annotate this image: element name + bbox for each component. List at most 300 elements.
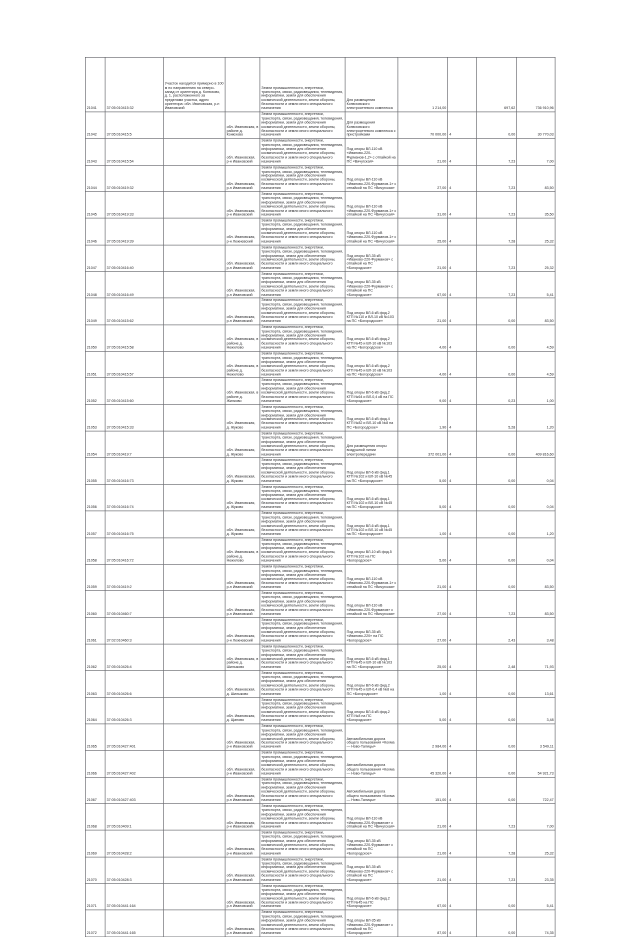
table-row <box>85 750 555 777</box>
cell-address: обл. Ивановская, д. Жуково <box>225 484 260 511</box>
cell-value-1: 0,00 <box>477 883 517 910</box>
cell-location-note <box>163 617 225 644</box>
cell-cadastral-number: 37:05:010441:165 <box>105 910 163 937</box>
cell-land-category: Земли промышленности, энергетики, транспорта, связи, радиовещания, телевидения, информатики, земли для обеспечения космической деятельности, земли обороны, безопасности и земли иного специального назначения <box>260 777 345 804</box>
cell-value-2: 54 921,73 <box>517 750 555 777</box>
table-row <box>85 378 555 405</box>
cell-unit-flag: 4 <box>448 910 477 937</box>
cell-address: обл. Ивановская, в районе д. Нежилово <box>225 325 260 352</box>
cell-address: обл. Ивановская, д. Шилыково <box>225 671 260 698</box>
table-row <box>85 591 555 618</box>
cell-location-note <box>163 165 225 192</box>
cell-area: 151,00 <box>398 777 448 804</box>
cell-unit-flag: 4 <box>448 245 477 272</box>
cell-land-category: Земли промышленности, энергетики, транспорта, связи, радиовещания, телевидения, информатики, земли для обеспечения космической деятельности, земли обороны, безопасности и земли иного специального назначения <box>260 298 345 325</box>
cell-land-category: Земли промышленности, энергетики, транспорта, связи, радиовещания, телевидения, информатики, земли для обеспечения космической деятельности, земли обороны, безопасности и земли иного специального назначения <box>260 804 345 831</box>
cell-row-id: 21054 <box>85 431 105 458</box>
cell-area: 4,00 <box>398 351 448 378</box>
cell-location-note <box>163 857 225 884</box>
cell-land-category: Земли промышленности, энергетики, транспорта, связи, радиовещания, телевидения, информатики, земли для обеспечения космической деятельности, земли обороны, безопасности и земли иного специального назначения <box>260 830 345 857</box>
cell-location-note <box>163 830 225 857</box>
cell-location-note <box>163 750 225 777</box>
cell-value-1: 7,23 <box>477 245 517 272</box>
cell-location-note <box>163 405 225 432</box>
cell-row-id: 21057 <box>85 511 105 538</box>
table-row <box>85 57 555 112</box>
cell-value-1: 2,43 <box>477 617 517 644</box>
cell-area: 21,00 <box>398 298 448 325</box>
cell-row-id: 21059 <box>85 564 105 591</box>
cell-address: обл. Ивановская, д. Жуково <box>225 431 260 458</box>
cell-value-2: 23,35 <box>517 857 555 884</box>
cell-address: обл. Ивановская, р-н Ивановский <box>225 564 260 591</box>
cell-cadastral-number: 37:05:010416:75 <box>105 511 163 538</box>
cell-land-category: Земли промышленности, энергетики, транспорта, связи, радиовещания, телевидения, информатики, земли для обеспечения космической деятельности, земли обороны, безопасности и земли иного специального назначения <box>260 857 345 884</box>
cell-land-category: Земли промышленности, энергетики, транспорта, связи, радиовещания, телевидения, информатики, земли для обеспечения космической деятельности, земли обороны, безопасности и земли иного специального назначения <box>260 192 345 219</box>
land-parcels-table <box>85 57 555 937</box>
cell-unit-flag: 4 <box>448 298 477 325</box>
cell-unit-flag: 4 <box>448 617 477 644</box>
cell-permitted-use: Под опоры ВЛ-110 кВ «Иваново-220-Фурманов» с отпайкой на ПС «Вичугская» <box>345 804 398 831</box>
table-row <box>85 830 555 857</box>
cell-value-2: 4,59 <box>517 351 555 378</box>
cell-value-1: 0,00 <box>477 511 517 538</box>
cell-unit-flag: 4 <box>448 883 477 910</box>
cell-value-2: 0,04 <box>517 458 555 485</box>
cell-value-2: 409 816,60 <box>517 431 555 458</box>
table-row <box>85 351 555 378</box>
cell-unit-flag: 4 <box>448 804 477 831</box>
cell-cadastral-number: 37:05:010419:7 <box>105 431 163 458</box>
cell-unit-flag: 4 <box>448 165 477 192</box>
cell-unit-flag: 4 <box>448 750 477 777</box>
table-row <box>85 617 555 644</box>
cell-cadastral-number: 37:05:010416:49 <box>105 272 163 299</box>
cell-row-id: 21072 <box>85 910 105 937</box>
cell-value-2: 3,48 <box>517 697 555 724</box>
cell-permitted-use: Под опоры ВЛ-110 кВ «Иваново-220-Фурманов-1» с отпайкой на ПС «Вичугская» <box>345 218 398 245</box>
cell-permitted-use: Под опоры ВЛ-110 кВ «Иваново-220-Фурманов-1» с отпайкой на ПС «Вичугская» <box>345 564 398 591</box>
cell-area: 372 001,00 <box>398 431 448 458</box>
cell-value-2: 3,48 <box>517 617 555 644</box>
cell-address: обл. Ивановская, р-н Лежневский <box>225 617 260 644</box>
cell-area: 25,00 <box>398 644 448 671</box>
cell-area: 5,00 <box>398 484 448 511</box>
cell-value-2: 0,04 <box>517 538 555 565</box>
cell-unit-flag: 4 <box>448 272 477 299</box>
cell-address: обл. Ивановская, в районе д. Нежилово <box>225 538 260 565</box>
cell-land-category: Земли промышленности, энергетики, транспорта, связи, радиовещания, телевидения, информатики, земли для обеспечения космической деятельности, земли обороны, безопасности и земли иного специального назначения <box>260 883 345 910</box>
cell-location-note <box>163 883 225 910</box>
cell-land-category: Земли промышленности, энергетики, транспорта, связи, радиовещания, телевидения, информатики, земли для обеспечения космической деятельности, земли обороны, безопасности и земли иного специального назначения <box>260 325 345 352</box>
cell-area: 21,00 <box>398 139 448 166</box>
cell-cadastral-number: 37:05:010419:39 <box>105 218 163 245</box>
cell-row-id: 21047 <box>85 245 105 272</box>
table-row <box>85 139 555 166</box>
cell-location-note <box>163 724 225 751</box>
cell-location-note <box>163 112 225 139</box>
cell-address: обл. Ивановская, р-н Ивановский <box>225 830 260 857</box>
cell-permitted-use: Под опоры ВЛ-6 кВ фид.2 КТП №45 на ПС «Богородское» <box>345 883 398 910</box>
cell-value-1: 0,00 <box>477 697 517 724</box>
cell-cadastral-number: 37:05:010419:33 <box>105 192 163 219</box>
cell-area: 5,00 <box>398 697 448 724</box>
cell-permitted-use: Под опоры ВЛ-35 кВ «Иваново-220-Фурманов» с отпайкой на ПС «Богородское» <box>345 857 398 884</box>
cell-value-2: 83,50 <box>517 564 555 591</box>
table-row <box>85 325 555 352</box>
cell-unit-flag: 4 <box>448 511 477 538</box>
cell-land-category: Земли промышленности, энергетики, транспорта, связи, радиовещания, телевидения, информатики, земли для обеспечения космической деятельности, земли обороны, безопасности и земли иного специального назначения <box>260 511 345 538</box>
table-row <box>85 697 555 724</box>
table-row <box>85 458 555 485</box>
cell-cadastral-number: 37:05:010441:164 <box>105 883 163 910</box>
cell-value-1: 0,00 <box>477 724 517 751</box>
cell-permitted-use: Под опоры ВЛ-110 кВ «Иваново-220-Фурманов-1» с отпайкой на ПС «Вичугская» <box>345 165 398 192</box>
cell-area: 27,00 <box>398 165 448 192</box>
cell-permitted-use: Автомобильная дорога общего пользования «Кохма — Ново-Талицы» <box>345 777 398 804</box>
cell-land-category: Земли промышленности, энергетики, транспорта, связи, радиовещания, телевидения, информатики, земли для обеспечения космической деятельности, земли обороны, безопасности и земли иного специального назначения <box>260 671 345 698</box>
cell-unit-flag <box>448 57 477 112</box>
table-row <box>85 431 555 458</box>
cell-row-id: 21050 <box>85 325 105 352</box>
cell-address: обл. Ивановская, в районе д. Жилково <box>225 378 260 405</box>
cell-cadastral-number: 37:05:010416:74 <box>105 484 163 511</box>
table-row <box>85 644 555 671</box>
cell-value-1: 0,00 <box>477 458 517 485</box>
cell-value-2: 7,00 <box>517 804 555 831</box>
cell-unit-flag: 4 <box>448 724 477 751</box>
cell-value-2: 35,50 <box>517 192 555 219</box>
cell-area: 1,00 <box>398 671 448 698</box>
cell-unit-flag: 4 <box>448 484 477 511</box>
cell-permitted-use: Под опоры ВЛ-6 кВ фид.2 КТП №8 на ПС «Богородское» <box>345 697 398 724</box>
cell-land-category: Земли промышленности, энергетики, транспорта, связи, радиовещания, телевидения, информатики, земли для обеспечения космической деятельности, земли обороны, безопасности и земли иного специального назначения <box>260 139 345 166</box>
cell-unit-flag: 4 <box>448 591 477 618</box>
cell-cadastral-number: 37:05:010415:60 <box>105 378 163 405</box>
cell-unit-flag: 4 <box>448 192 477 219</box>
cell-land-category: Земли промышленности, энергетики, транспорта, связи, радиовещания, телевидения, информатики, земли для обеспечения космической деятельности, земли обороны, безопасности и земли иного специального назначения <box>260 617 345 644</box>
cell-row-id: 21045 <box>85 192 105 219</box>
cell-row-id: 21061 <box>85 617 105 644</box>
cell-area: 45 320,00 <box>398 750 448 777</box>
cell-value-1: 7,23 <box>477 857 517 884</box>
cell-cadastral-number: 37:05:010428:3 <box>105 857 163 884</box>
cell-value-1: 0,00 <box>477 564 517 591</box>
cell-permitted-use: Автомобильная дорога общего пользования «Кохма — Ново-Талицы» <box>345 724 398 751</box>
cell-address: обл. Ивановская, д. Жуково <box>225 405 260 432</box>
cell-permitted-use: Под опоры ВЛ-35 кВ «Иваново-220-Фурманов» с отпайкой на ПС «Богородское» <box>345 910 398 937</box>
cell-row-id: 21063 <box>85 671 105 698</box>
cell-unit-flag: 4 <box>448 777 477 804</box>
cell-value-1: 7,23 <box>477 591 517 618</box>
land-parcels-table-wrap <box>85 57 555 936</box>
table-row <box>85 192 555 219</box>
cell-area: 1,90 <box>398 405 448 432</box>
cell-address: обл. Ивановская, р-н Ивановский <box>225 192 260 219</box>
cell-value-1: 0,00 <box>477 112 517 139</box>
cell-permitted-use: Под опоры ВЛ-110 кВ «Иваново-220-Фурманов-1,2» с отпайкой на ПС «Вичугская» <box>345 139 398 166</box>
cell-location-note <box>163 538 225 565</box>
cell-row-id: 21071 <box>85 883 105 910</box>
cell-address: обл. Ивановская, в районе д. Конюхово <box>225 112 260 139</box>
cell-location-note <box>163 804 225 831</box>
cell-address <box>225 57 260 112</box>
cell-unit-flag: 4 <box>448 325 477 352</box>
cell-area: 2 984,00 <box>398 724 448 751</box>
cell-row-id: 21043 <box>85 139 105 166</box>
table-row <box>85 724 555 751</box>
cell-value-2: 13,61 <box>517 671 555 698</box>
cell-location-note <box>163 298 225 325</box>
cell-cadastral-number: 37:05:010427:403 <box>105 777 163 804</box>
cell-unit-flag: 4 <box>448 431 477 458</box>
cell-address: обл. Ивановская, р-н Ивановский <box>225 272 260 299</box>
cell-location-note <box>163 671 225 698</box>
cell-land-category: Земли промышленности, энергетики, транспорта, связи, радиовещания, телевидения, информатики, земли для обеспечения космической деятельности, земли обороны, безопасности и земли иного специального назначения <box>260 538 345 565</box>
cell-address: обл. Ивановская, р-н Ивановский <box>225 777 260 804</box>
cell-row-id: 21066 <box>85 750 105 777</box>
cell-address: обл. Ивановская, д. Щапово <box>225 697 260 724</box>
cell-area: 9,00 <box>398 378 448 405</box>
cell-row-id: 21044 <box>85 165 105 192</box>
cell-row-id: 21060 <box>85 591 105 618</box>
cell-permitted-use: Под опоры ВЛ-6 кВ фид.4 КТП №82 и ВЛ-10 кВ №8 на ПС «Богородское» <box>345 405 398 432</box>
cell-permitted-use: Под опоры ВЛ-6 кВ фид.2 КТП №45 и ВЛ-10 кВ №103 на ПС «Богородское» <box>345 351 398 378</box>
cell-location-note <box>163 272 225 299</box>
cell-permitted-use: Под опоры ВЛ-35 кВ «Иваново-220-Фурманов» с отпайкой на ПС «Богородское» <box>345 245 398 272</box>
cell-address: обл. Ивановская, р-н Ивановский <box>225 724 260 751</box>
cell-land-category: Земли промышленности, энергетики, транспорта, связи, радиовещания, телевидения, информатики, земли для обеспечения космической деятельности, земли обороны, безопасности и земли иного специального назначения <box>260 644 345 671</box>
cell-value-1: 0,00 <box>477 431 517 458</box>
cell-row-id: 21042 <box>85 112 105 139</box>
cell-address: обл. Ивановская, р-н Ивановский <box>225 591 260 618</box>
cell-value-1: 7,23 <box>477 272 517 299</box>
cell-permitted-use: Под опоры ВЛ-6 кВ фид.1 КТП №102 и ВЛ-10 кВ №45 на ПС «Богородское» <box>345 458 398 485</box>
cell-permitted-use: Под опоры ВЛ-6 кВ фид.1 КТП №102 и ВЛ-10 кВ №45 на ПС «Богородское» <box>345 484 398 511</box>
cell-value-2: 83,50 <box>517 591 555 618</box>
table-row <box>85 298 555 325</box>
cell-location-note <box>163 644 225 671</box>
cell-value-2: 722,47 <box>517 777 555 804</box>
cell-value-1: 0,00 <box>477 538 517 565</box>
cell-location-note <box>163 910 225 937</box>
cell-cadastral-number: 37:05:010426:6 <box>105 671 163 698</box>
cell-cadastral-number: 37:02:010460:3 <box>105 617 163 644</box>
cell-location-note <box>163 458 225 485</box>
cell-value-2: 25,32 <box>517 245 555 272</box>
cell-permitted-use: Под опоры ВЛ-6 кВ фид.2 КТП №64 и ВЛ-0,4 кВ на ПС «Богородское» <box>345 378 398 405</box>
cell-row-id: 21055 <box>85 458 105 485</box>
cell-value-1: 5,28 <box>477 405 517 432</box>
cell-cadastral-number: 37:05:010415:62 <box>105 298 163 325</box>
cell-land-category: Земли промышленности, энергетики, транспорта, связи, радиовещания, телевидения, информатики, земли для обеспечения космической деятельности, земли обороны, безопасности и земли иного специального назначения <box>260 697 345 724</box>
cell-address: обл. Ивановская, р-н Ивановский <box>225 883 260 910</box>
cell-address: обл. Ивановская, р-н Лежневский <box>225 218 260 245</box>
cell-permitted-use: Под опоры ВЛ-35 кВ «Иваново-220-Фурманов» с отпайкой на ПС «Богородское» <box>345 830 398 857</box>
cell-value-1: 0,00 <box>477 351 517 378</box>
cell-row-id: 21062 <box>85 644 105 671</box>
cell-area: 1,00 <box>398 511 448 538</box>
cell-address: обл. Ивановская, р-н Ивановский <box>225 857 260 884</box>
cell-unit-flag: 4 <box>448 857 477 884</box>
cell-cadastral-number: 37:05:010426:3 <box>105 697 163 724</box>
cell-area: 27,00 <box>398 617 448 644</box>
cell-cadastral-number: 37:05:010416:40 <box>105 245 163 272</box>
cell-unit-flag: 4 <box>448 378 477 405</box>
cell-value-2: 1,20 <box>517 511 555 538</box>
cell-cadastral-number: 37:05:010409:1 <box>105 804 163 831</box>
cell-cadastral-number: 37:05:010419:32 <box>105 165 163 192</box>
cell-value-2: 74,35 <box>517 910 555 937</box>
cell-permitted-use: Под опоры ВЛ-6 кВ фид.2 КТП №110 и ВЛ-10 кВ №103 на ПС «Богородское» <box>345 298 398 325</box>
cell-unit-flag: 4 <box>448 405 477 432</box>
cell-land-category: Земли промышленности, энергетики, транспорта, связи, радиовещания, телевидения, информатики, земли для обеспечения космической деятельности, земли обороны, безопасности и земли иного специального назначения <box>260 591 345 618</box>
cell-land-category: Земли промышленности, энергетики, транспорта, связи, радиовещания, телевидения, информатики, земли для обеспечения космической деятельности, земли обороны, безопасности и земли иного специального назначения <box>260 484 345 511</box>
cell-cadastral-number: 37:05:010427:401 <box>105 724 163 751</box>
cell-row-id: 21041 <box>85 57 105 112</box>
cell-cadastral-number: 37:05:010460:7 <box>105 591 163 618</box>
cell-value-1: 0,00 <box>477 671 517 698</box>
cell-location-note <box>163 431 225 458</box>
cell-value-2: 5,41 <box>517 883 555 910</box>
cell-area: 21,00 <box>398 857 448 884</box>
table-body <box>85 57 555 936</box>
cell-value-1: 697,62 <box>477 57 517 112</box>
cell-row-id: 21053 <box>85 405 105 432</box>
cell-location-note <box>163 564 225 591</box>
cell-value-2: 83,50 <box>517 165 555 192</box>
cell-value-1: 0,23 <box>477 378 517 405</box>
cell-address: обл. Ивановская, д. Жуково <box>225 511 260 538</box>
cell-address: обл. Ивановская, д. Жуково <box>225 458 260 485</box>
table-row <box>85 671 555 698</box>
cell-land-category: Земли промышленности, энергетики, транспорта, связи, радиовещания, телевидения, информатики, земли для обеспечения космической деятельности, земли обороны, безопасности и земли иного специального назначения <box>260 165 345 192</box>
cell-address: обл. Ивановская, р-н Ивановский <box>225 165 260 192</box>
cell-cadastral-number: 37:05:010416:73 <box>105 458 163 485</box>
cell-cadastral-number: 37:05:010415:32 <box>105 57 163 112</box>
table-row <box>85 511 555 538</box>
cell-address: обл. Ивановская, р-н Ивановский <box>225 750 260 777</box>
cell-area: 70 000,00 <box>398 112 448 139</box>
cell-cadastral-number: 37:05:010415:54 <box>105 139 163 166</box>
cell-value-1: 7,28 <box>477 218 517 245</box>
cell-unit-flag: 4 <box>448 458 477 485</box>
cell-unit-flag: 4 <box>448 139 477 166</box>
cell-permitted-use: Под опоры ВЛ-35 кВ «Иваново-220» на ПС «Богородское» <box>345 617 398 644</box>
cell-value-2: 736 910,96 <box>517 57 555 112</box>
cell-cadastral-number: 37:05:010428:2 <box>105 830 163 857</box>
cell-land-category: Земли промышленности, энергетики, транспорта, связи, радиовещания, телевидения, информатики, земли для обеспечения космической деятельности, земли обороны, безопасности и земли иного специального назначения <box>260 245 345 272</box>
cell-cadastral-number: 37:05:010415:58 <box>105 325 163 352</box>
cell-row-id: 21067 <box>85 777 105 804</box>
table-row <box>85 564 555 591</box>
cell-location-note <box>163 325 225 352</box>
cell-value-1: 0,00 <box>477 325 517 352</box>
cell-location-note <box>163 139 225 166</box>
cell-land-category: Земли промышленности, энергетики, транспорта, связи, радиовещания, телевидения, информатики, земли для обеспечения космической деятельности, земли обороны, безопасности и земли иного специального назначения <box>260 431 345 458</box>
cell-permitted-use: Для размещения Конюховского электросетевого комплекса с пристройками <box>345 112 398 139</box>
cell-location-note <box>163 218 225 245</box>
table-row <box>85 804 555 831</box>
table-row <box>85 484 555 511</box>
cell-permitted-use: Под опоры ВЛ-110 кВ «Иваново-220-Фурманов» с отпайкой на ПС «Вичугская» <box>345 591 398 618</box>
cell-land-category: Земли промышленности, энергетики, транспорта, связи, радиовещания, телевидения, информатики, земли для обеспечения космической деятельности, земли обороны, безопасности и земли иного специального назначения <box>260 272 345 299</box>
cell-area: 31,00 <box>398 192 448 219</box>
cell-address: обл. Ивановская, р-н Ивановский <box>225 245 260 272</box>
cell-value-1: 0,00 <box>477 484 517 511</box>
cell-permitted-use: Под опоры ВЛ-6 кВ фид.2 КТП №45 и ВЛ-10 кВ №103 на ПС «Богородское» <box>345 325 398 352</box>
cell-value-1: 7,28 <box>477 830 517 857</box>
cell-permitted-use: Для размещения опоры воздушной линии электропередачи <box>345 431 398 458</box>
cell-permitted-use: Для размещения Конюховского электросетевого комплекса <box>345 57 398 112</box>
cell-location-note <box>163 511 225 538</box>
cell-value-2: 3 549,11 <box>517 724 555 751</box>
cell-unit-flag: 4 <box>448 697 477 724</box>
cell-value-1: 0,00 <box>477 298 517 325</box>
cell-value-2: 5,41 <box>517 272 555 299</box>
table-row <box>85 272 555 299</box>
cell-area: 1 214,00 <box>398 57 448 112</box>
cell-unit-flag: 4 <box>448 351 477 378</box>
cell-area: 67,00 <box>398 883 448 910</box>
cell-cadastral-number: 37:05:010427:402 <box>105 750 163 777</box>
cell-address: обл. Ивановская, р-н Ивановский <box>225 910 260 937</box>
cell-unit-flag: 4 <box>448 671 477 698</box>
table-row <box>85 218 555 245</box>
cell-row-id: 21058 <box>85 538 105 565</box>
cell-land-category: Земли промышленности, энергетики, транспорта, связи, радиовещания, телевидения, информатики, земли для обеспечения космической деятельности, земли обороны, безопасности и земли иного специального назначения <box>260 910 345 937</box>
cell-row-id: 21046 <box>85 218 105 245</box>
cell-value-1: 7,23 <box>477 804 517 831</box>
cell-land-category: Земли промышленности, энергетики, транспорта, связи, радиовещания, телевидения, информатики, земли для обеспечения космической деятельности, земли обороны, безопасности и земли иного специального назначения <box>260 218 345 245</box>
cell-cadastral-number: 37:05:010415:57 <box>105 351 163 378</box>
cell-permitted-use: Под опоры ВЛ-110 кВ «Иваново-220-Фурманов-1» с отпайкой на ПС «Вичугская» <box>345 192 398 219</box>
cell-row-id: 21070 <box>85 857 105 884</box>
cell-cadastral-number: 37:05:010419:2 <box>105 564 163 591</box>
cell-row-id: 21048 <box>85 272 105 299</box>
cell-area: 5,00 <box>398 538 448 565</box>
cell-cadastral-number: 37:05:010426:4 <box>105 644 163 671</box>
cell-permitted-use: Автомобильная дорога общего пользования «Кохма — Ново-Талицы» <box>345 750 398 777</box>
cell-value-1: 7,23 <box>477 165 517 192</box>
cell-value-2: 1,20 <box>517 405 555 432</box>
cell-land-category: Земли промышленности, энергетики, транспорта, связи, радиовещания, телевидения, информатики, земли для обеспечения космической деятельности, земли обороны, безопасности и земли иного специального назначения <box>260 750 345 777</box>
cell-address: обл. Ивановская, р-н Ивановский <box>225 139 260 166</box>
cell-land-category: Земли промышленности, энергетики, транспорта, связи, радиовещания, телевидения, информатики, земли для обеспечения космической деятельности, земли обороны, безопасности и земли иного специального назначения <box>260 351 345 378</box>
table-row <box>85 777 555 804</box>
cell-location-note <box>163 484 225 511</box>
cell-value-2: 1,00 <box>517 378 555 405</box>
cell-row-id: 21049 <box>85 298 105 325</box>
table-row <box>85 857 555 884</box>
cell-area: 5,00 <box>398 458 448 485</box>
cell-location-note <box>163 351 225 378</box>
cell-row-id: 21069 <box>85 830 105 857</box>
table-row <box>85 112 555 139</box>
cell-address: обл. Ивановская, в районе д. Шилыково <box>225 644 260 671</box>
cell-location-note <box>163 192 225 219</box>
cell-unit-flag: 4 <box>448 538 477 565</box>
cell-value-1: 7,23 <box>477 139 517 166</box>
cell-land-category: Земли промышленности, энергетики, транспорта, связи, радиовещания, телевидения, информатики, земли для обеспечения космической деятельности, земли обороны, безопасности и земли иного специального назначения <box>260 458 345 485</box>
table-row <box>85 245 555 272</box>
cell-permitted-use: Под опоры ВЛ-6 кВ фид.2 КТП №45 и ВЛ-0,4 кВ №8 на ПС «Богородское» <box>345 671 398 698</box>
cell-address: обл. Ивановская, р-н Ивановский <box>225 298 260 325</box>
cell-value-2: 7,00 <box>517 139 555 166</box>
cell-area: 67,00 <box>398 272 448 299</box>
cell-area: 25,00 <box>398 218 448 245</box>
cell-cadastral-number: 37:05:010415:33 <box>105 405 163 432</box>
